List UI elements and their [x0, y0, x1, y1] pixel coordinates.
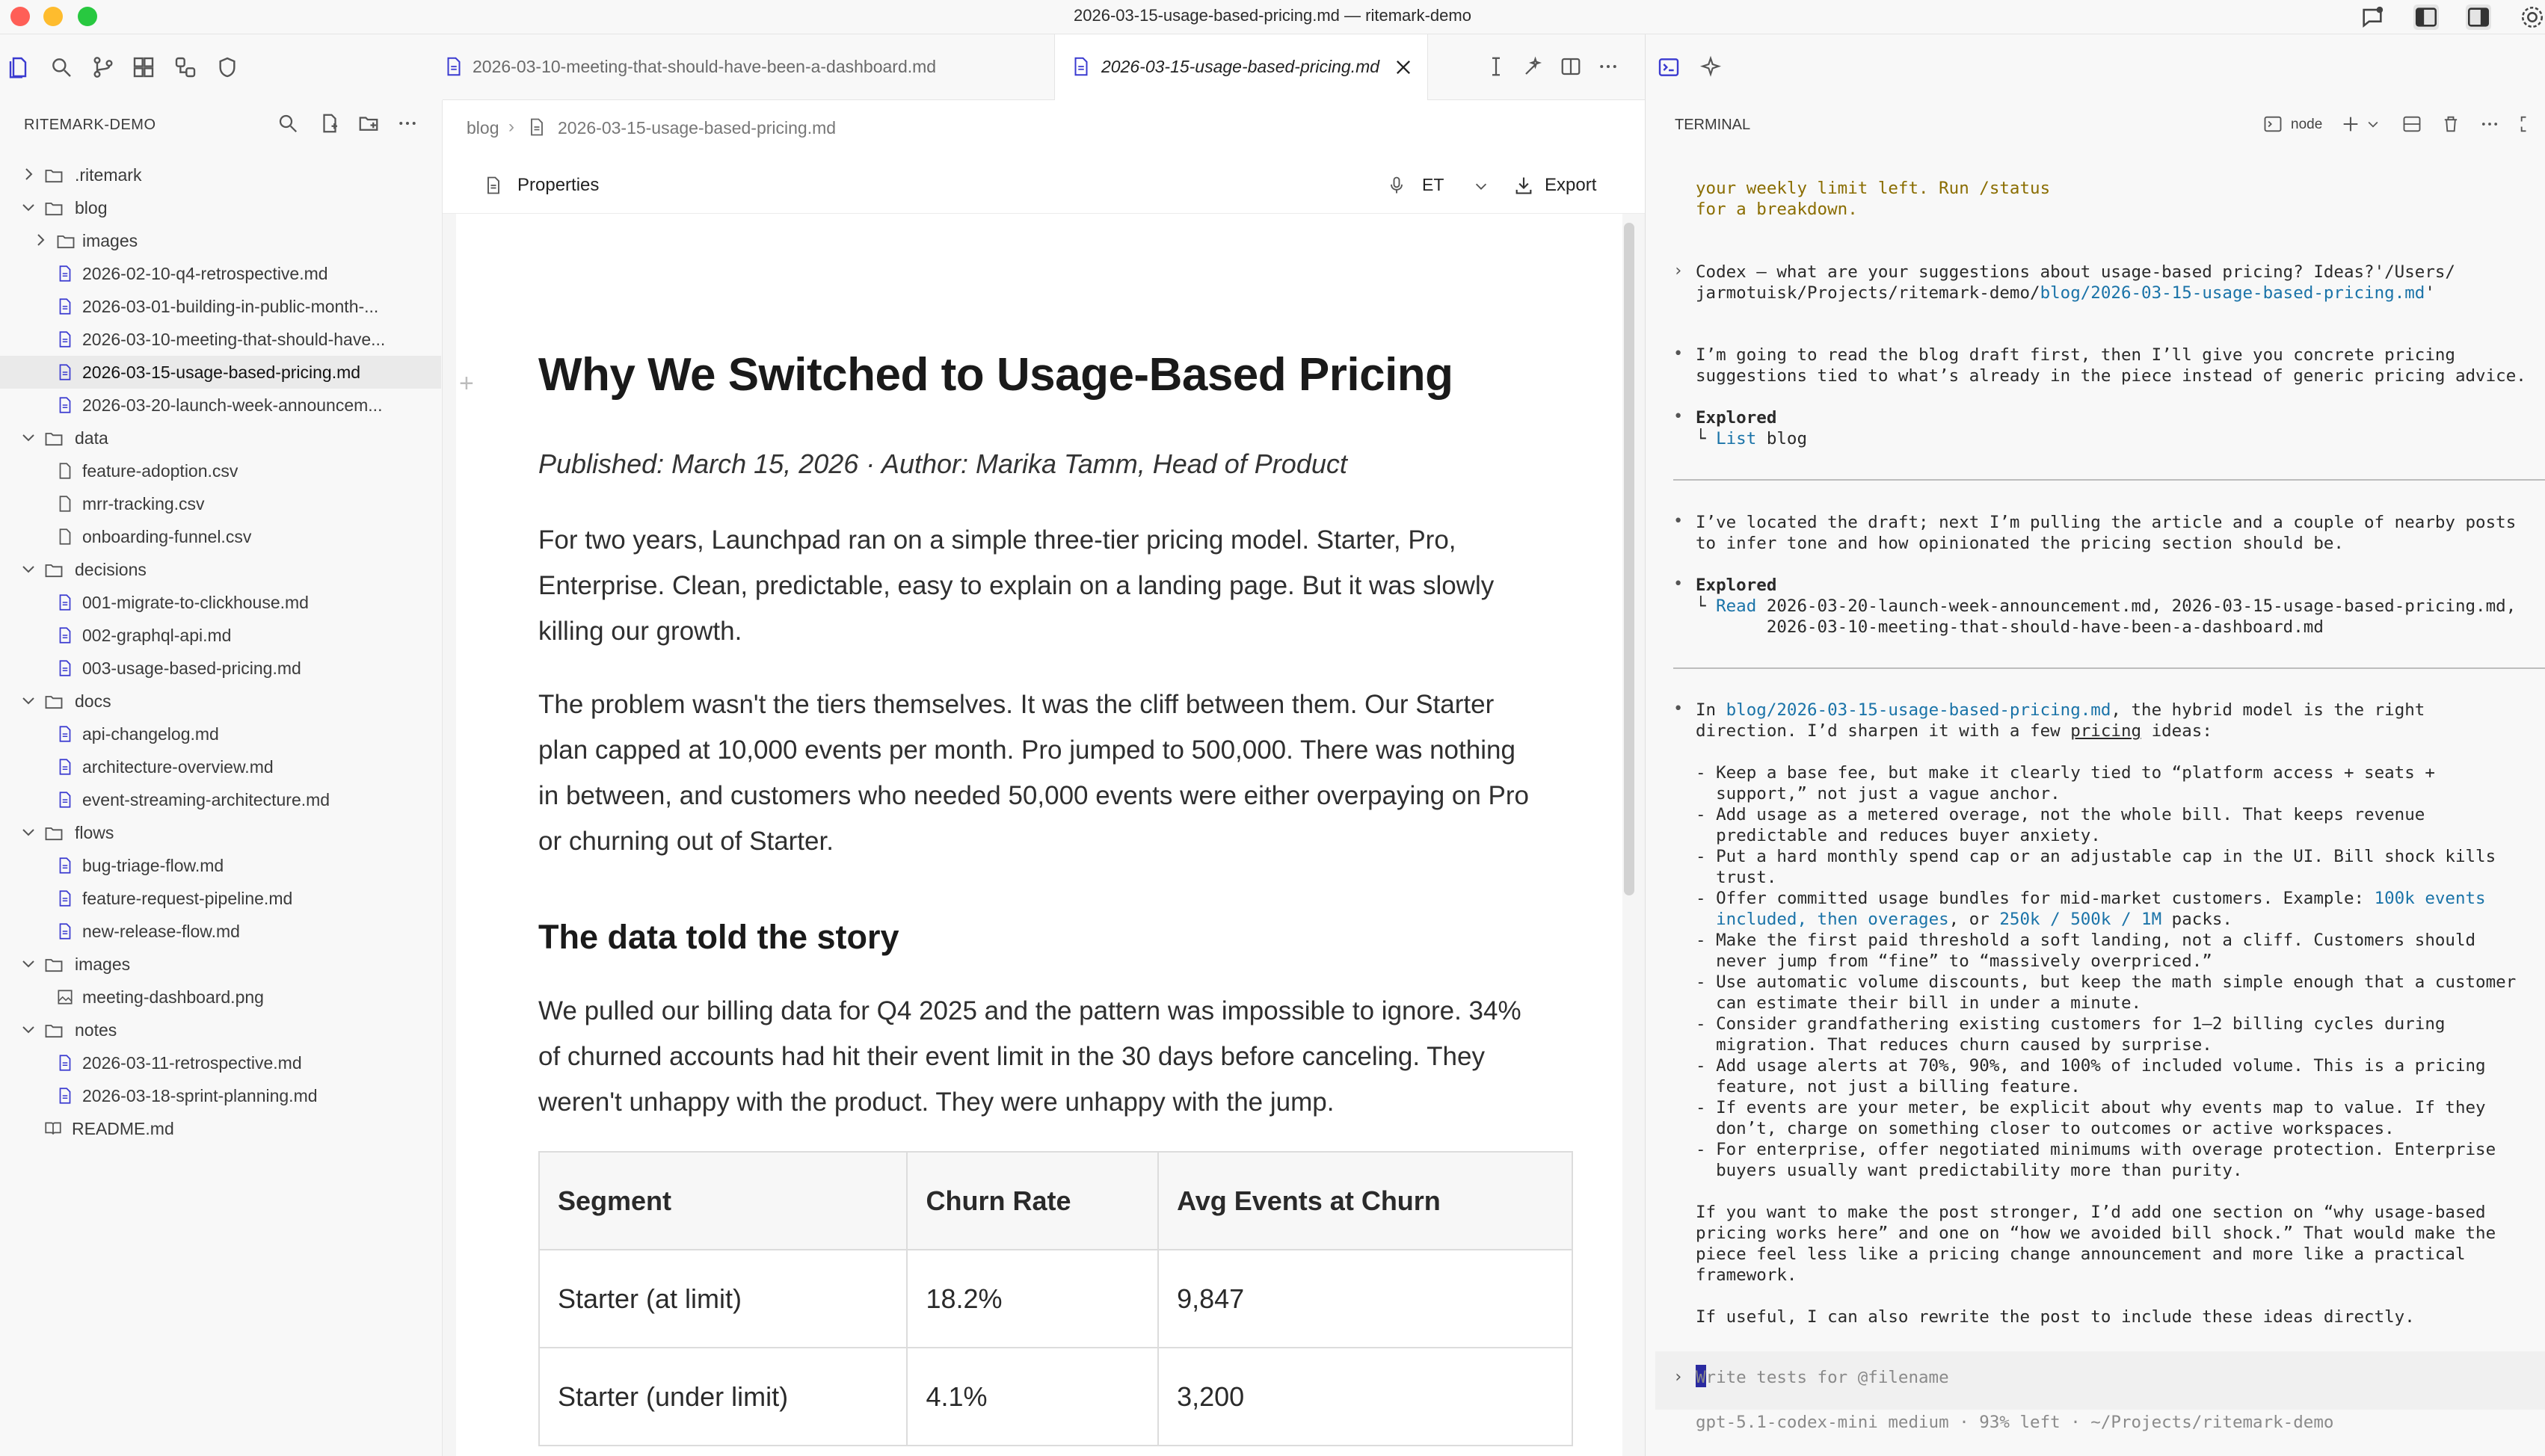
tree-item-label: decisions [75, 560, 147, 579]
paragraph-2[interactable]: The problem wasn't the tiers themselves. It was the cliff between them. Our Starter plan capped at 10,000 events per month. Pro jumped to 500,000. There was nothing in between, and customers who needed 50,000 events were either overpaying on Pro or churning out of Starter. [538, 690, 1530, 856]
tree-file[interactable] [0, 586, 441, 619]
terminal-line: - Make the first paid threshold a soft landing, not a cliff. Customers should [1696, 931, 2476, 950]
markdown-file-icon [55, 626, 75, 645]
chevron-down-icon[interactable] [19, 1020, 37, 1038]
search-icon[interactable] [49, 55, 73, 79]
markdown-file-icon [55, 297, 75, 316]
markdown-file-icon [55, 330, 75, 349]
settings-gear-icon[interactable] [2520, 4, 2545, 30]
tree-file[interactable] [0, 718, 441, 750]
terminal-line: included, then overages, or 250k / 500k / 1M packs. [1716, 910, 2232, 929]
prompt-marker: › [1673, 1368, 1684, 1386]
more-actions-icon[interactable] [396, 112, 419, 135]
markdown-file-icon [55, 1086, 75, 1105]
breadcrumb-file[interactable]: 2026-03-15-usage-based-pricing.md [558, 118, 837, 138]
terminal-line: Explored [1696, 576, 1777, 595]
terminal-line: piece feel less like a pricing change announcement and more like a practical [1696, 1244, 2466, 1264]
terminal-line: buyers usually want predictability more than purity. [1696, 1161, 2243, 1180]
paragraph-1[interactable]: For two years, Launchpad ran on a simple three-tier pricing model. Starter, Pro, Enterprise. Clean, predictable, easy to explain on a landing page. But it was slowly killing our growth. [538, 525, 1495, 646]
tree-file[interactable] [0, 520, 441, 553]
table-cell[interactable]: 3,200 [1158, 1348, 1572, 1446]
terminal-icon[interactable] [1657, 55, 1681, 79]
tree-item-label: 2026-02-10-q4-retrospective.md [82, 264, 328, 283]
export-icon[interactable] [1513, 175, 1534, 196]
sidebar-search-icon[interactable] [277, 112, 299, 135]
document-meta[interactable]: Published: March 15, 2026 · Author: Marika Tamm, Head of Product [538, 448, 1347, 479]
tree-item-label: notes [75, 1020, 117, 1040]
tree-item-label: mrr-tracking.csv [82, 494, 205, 513]
chevron-down-icon[interactable] [19, 823, 37, 841]
table-header[interactable]: Avg Events at Churn [1158, 1152, 1572, 1250]
folder-icon [43, 1020, 64, 1041]
tree-item-label: meeting-dashboard.png [82, 987, 264, 1007]
terminal-line: - Offer committed usage bundles for mid-market customers. Example: 100k events [1696, 889, 2486, 908]
chevron-down-icon[interactable] [19, 198, 37, 216]
terminal-line: - Add usage as a metered overage, not the whole bill. That keeps revenue [1696, 805, 2425, 824]
extensions-icon[interactable] [132, 55, 156, 79]
terminal-line: can estimate their bill in under a minute. [1696, 993, 2142, 1013]
new-terminal-icon[interactable] [2340, 114, 2361, 135]
trash-icon[interactable] [2440, 114, 2461, 135]
tree-file[interactable] [0, 257, 441, 290]
breadcrumb-folder[interactable]: blog [467, 118, 499, 138]
tree-item-label: event-streaming-architecture.md [82, 790, 330, 809]
terminal-line: └ Read 2026-03-20-launch-week-announcement.md, 2026-03-15-usage-based-pricing.md, [1696, 596, 2517, 616]
sidebar-title: RITEMARK-DEMO [24, 117, 156, 133]
terminal-more-icon[interactable] [2479, 114, 2500, 135]
tree-file[interactable] [0, 619, 441, 652]
folder-icon [55, 231, 76, 252]
table-row [539, 1250, 1572, 1348]
document-title[interactable]: Why We Switched to Usage-Based Pricing [538, 349, 1453, 401]
tree-item-label: bug-triage-flow.md [82, 856, 224, 875]
terminal-line: I’m going to read the blog draft first, then I’ll give you concrete pricing [1696, 345, 2455, 365]
markdown-file-icon [55, 889, 75, 908]
terminal-line: If you want to make the post stronger, I’d add one section on “why usage-based [1696, 1203, 2486, 1222]
tree-item-label: .ritemark [75, 165, 142, 185]
maximize-panel-icon[interactable] [2518, 114, 2539, 135]
toggle-panel-icon[interactable] [2466, 4, 2491, 30]
divider [1673, 667, 2545, 669]
tree-item-label: 2026-03-15-usage-based-pricing.md [82, 363, 361, 382]
markdown-file-icon [55, 395, 75, 415]
file-icon [55, 494, 75, 513]
table-row [539, 1348, 1572, 1446]
tree-file[interactable] [0, 356, 441, 389]
tree-file[interactable] [0, 981, 441, 1014]
tree-item-label: 2026-03-10-meeting-that-should-have... [82, 330, 386, 349]
tab-meeting-dashboard[interactable] [443, 34, 1054, 100]
terminal-status: gpt-5.1-codex-mini medium · 93% left · ~/Projects/ritemark-demo [1696, 1413, 2334, 1432]
title-bar [0, 0, 2545, 34]
split-terminal-icon[interactable] [2401, 114, 2422, 135]
source-control-icon[interactable] [91, 55, 115, 79]
chat-icon[interactable] [2360, 4, 2385, 30]
tree-folder[interactable] [0, 553, 441, 586]
tree-item-label: new-release-flow.md [82, 922, 240, 941]
terminal-line: support,” not just a vague anchor. [1696, 784, 2061, 803]
folder-icon [43, 954, 64, 975]
close-tab-icon[interactable] [1393, 57, 1414, 78]
terminal-line: Explored [1696, 408, 1777, 428]
terminal-line: never jump from “fine” to “massively overpriced.” [1696, 951, 2212, 971]
terminal-line: suggestions tied to what’s already in the piece instead of generic pricing advice. [1696, 366, 2526, 386]
image-file-icon [55, 987, 75, 1007]
folder-icon [43, 198, 64, 219]
tree-file[interactable] [0, 389, 441, 422]
editor-more-icon[interactable] [1597, 55, 1619, 78]
shell-name[interactable]: node [2291, 117, 2323, 132]
terminal-line: for a breakdown. [1696, 200, 1858, 219]
terminal-line: - Keep a base fee, but make it clearly tied to “platform access + seats + [1696, 763, 2435, 783]
editor-tab-bar [443, 34, 1645, 100]
tree-item-label: 001-migrate-to-clickhouse.md [82, 593, 309, 612]
terminal-line: predictable and reduces buyer anxiety. [1696, 826, 2101, 845]
sparkle-icon[interactable] [1699, 55, 1723, 79]
terminal-line: If useful, I can also rewrite the post to include these ideas directly. [1696, 1307, 2415, 1327]
terminal-line: to infer tone and how opinionated the pricing section should be. [1696, 534, 2344, 553]
tree-file[interactable] [0, 915, 441, 948]
tree-item-label: 2026-03-20-launch-week-announcem... [82, 395, 383, 415]
toggle-sidebar-icon[interactable] [2413, 4, 2439, 30]
bullet: • [1673, 407, 1684, 426]
table-cell[interactable]: Starter (at limit) [539, 1250, 907, 1348]
markdown-file-icon [55, 264, 75, 283]
tree-item-label: architecture-overview.md [82, 757, 274, 777]
text-cursor-icon[interactable] [1485, 55, 1507, 78]
terminal-line: - If events are your meter, be explicit about why events map to value. If they [1696, 1098, 2486, 1117]
tree-file[interactable] [0, 1079, 441, 1112]
tree-item-label: 2026-03-11-retrospective.md [82, 1053, 302, 1073]
microphone-icon[interactable] [1386, 175, 1407, 196]
properties-icon[interactable] [483, 175, 504, 196]
table-cell[interactable]: Starter (under limit) [539, 1348, 907, 1446]
tree-file[interactable] [0, 882, 441, 915]
tree-folder[interactable] [0, 158, 441, 191]
tree-item-label: 2026-03-18-sprint-planning.md [82, 1086, 318, 1105]
terminal-line: I’ve located the draft; next I’m pulling the article and a couple of nearby posts [1696, 513, 2517, 532]
markdown-file-icon [55, 922, 75, 941]
chevron-right-icon[interactable] [31, 231, 49, 249]
markdown-file-icon [55, 593, 75, 612]
folder-icon [43, 428, 64, 449]
section-heading[interactable]: The data told the story [538, 918, 899, 956]
breadcrumb-file-icon [526, 117, 547, 138]
tree-item-label: blog [75, 198, 108, 218]
terminal-line: don’t, charge on something closer to outcomes or active workspaces. [1696, 1119, 2395, 1138]
tree-item-label: 003-usage-based-pricing.md [82, 658, 301, 678]
terminal-line: direction. I’d sharpen it with a few pricing ideas: [1696, 721, 2212, 741]
shield-icon[interactable] [215, 55, 239, 79]
terminal-line: Codex — what are your suggestions about usage-based pricing? Ideas?'/Users/ [1696, 262, 2455, 282]
terminal-line: - Use automatic volume discounts, but keep the math simple enough that a customer [1696, 972, 2517, 992]
terminal-line: pricing works here” and one on “how we avoided bill shock.” That would make the [1696, 1224, 2496, 1243]
bullet: • [1673, 345, 1684, 363]
explorer-icon[interactable] [7, 55, 31, 79]
bullet: • [1673, 700, 1684, 718]
tree-item-label: docs [75, 691, 111, 711]
terminal-line: trust. [1696, 868, 1777, 887]
chevron-right-icon[interactable] [19, 165, 37, 183]
breadcrumb [443, 100, 1645, 157]
tree-folder[interactable] [0, 191, 441, 224]
folder-icon [43, 560, 64, 581]
editor-scrollbar[interactable] [1624, 223, 1634, 895]
markdown-file-icon [55, 757, 75, 777]
paragraph-3[interactable]: We pulled our billing data for Q4 2025 and the pattern was impossible to ignore. 34% of churned accounts had hit their event limit in the 30 days before canceling. They weren't unhappy with the product. They were unhappy with the jump. [538, 996, 1521, 1117]
table-header-row [539, 1152, 1572, 1250]
tree-file[interactable] [0, 849, 441, 882]
chevron-down-icon[interactable] [19, 954, 37, 972]
language-select[interactable]: ET [1422, 175, 1444, 194]
tree-file[interactable] [0, 290, 441, 323]
tree-item-label: data [75, 428, 108, 448]
folder-icon [43, 165, 64, 186]
tree-folder[interactable] [0, 422, 441, 454]
divider [1673, 479, 2545, 481]
editor-toolbar [443, 157, 1645, 214]
folder-icon [43, 691, 64, 712]
terminal-line: - Add usage alerts at 70%, 90%, and 100% of included volume. This is a pricing [1696, 1056, 2486, 1076]
tree-item-label: feature-adoption.csv [82, 461, 239, 481]
table-header[interactable]: Segment [539, 1152, 907, 1250]
table-cell[interactable]: 4.1% [907, 1348, 1158, 1446]
tree-file[interactable] [0, 652, 441, 685]
tree-folder[interactable] [0, 816, 441, 849]
terminal-line: - Consider grandfathering existing customers for 1–2 billing cycles during [1696, 1014, 2446, 1034]
folder-icon [43, 823, 64, 844]
tree-file[interactable] [0, 323, 441, 356]
ai-assist-icon[interactable] [1522, 55, 1545, 78]
prompt-marker: › [1673, 262, 1684, 280]
tree-folder[interactable] [0, 685, 441, 718]
table-cell[interactable]: 18.2% [907, 1250, 1158, 1348]
tree-item-label: feature-request-pipeline.md [82, 889, 293, 908]
tree-file[interactable] [0, 454, 441, 487]
terminal-line: migration. That reduces churn caused by surprise. [1696, 1035, 2212, 1055]
chevron-down-icon[interactable] [19, 428, 37, 446]
tree-folder[interactable] [0, 948, 441, 981]
chevron-down-icon[interactable] [19, 691, 37, 709]
tree-item-label: onboarding-funnel.csv [82, 527, 252, 546]
file-icon [55, 527, 75, 546]
markdown-file-icon [55, 363, 75, 382]
chevron-down-icon[interactable] [1473, 178, 1489, 194]
terminal-line: In blog/2026-03-15-usage-based-pricing.md, the hybrid model is the right [1696, 700, 2425, 720]
chevron-down-icon[interactable] [19, 560, 37, 578]
tree-item-label: 2026-03-01-building-in-public-month-... [82, 297, 379, 316]
bullet: • [1673, 575, 1684, 593]
tree-file[interactable] [0, 750, 441, 783]
markdown-file-icon [55, 724, 75, 744]
file-icon [55, 461, 75, 481]
export-button[interactable]: Export [1545, 175, 1597, 195]
tree-file[interactable] [0, 487, 441, 520]
terminal-input[interactable] [1655, 1351, 2545, 1410]
markdown-file-icon [55, 790, 75, 809]
tree-folder[interactable] [0, 1014, 441, 1046]
chevron-down-icon[interactable] [2366, 117, 2381, 132]
markdown-file-icon [55, 1053, 75, 1073]
flows-icon[interactable] [173, 55, 197, 79]
tree-file[interactable] [0, 1112, 441, 1145]
tree-item-label: api-changelog.md [82, 724, 219, 744]
terminal-line: jarmotuisk/Projects/ritemark-demo/blog/2026-03-15-usage-based-pricing.md' [1696, 283, 2435, 303]
window-title: 2026-03-15-usage-based-pricing.md — ritemark-demo [1074, 6, 1471, 25]
terminal-line: - Put a hard monthly spend cap or an adjustable cap in the UI. Bill shock kills [1696, 847, 2496, 866]
properties-button[interactable]: Properties [517, 175, 600, 195]
new-folder-icon[interactable] [357, 112, 380, 135]
split-editor-icon[interactable] [1560, 55, 1582, 78]
terminal-line: feature, not just a billing feature. [1696, 1077, 2081, 1096]
data-table[interactable] [538, 1151, 1573, 1446]
terminal-line: 2026-03-10-meeting-that-should-have-been-a-dashboard.md [1696, 617, 2324, 637]
tree-file[interactable] [0, 783, 441, 816]
tree-file[interactable] [0, 1046, 441, 1079]
tree-folder[interactable] [0, 224, 441, 257]
new-file-icon[interactable] [318, 112, 341, 135]
terminal-title: TERMINAL [1675, 117, 1751, 133]
tab-label: 2026-03-15-usage-based-pricing.md [1101, 57, 1380, 76]
tab-usage-based-pricing[interactable] [1054, 34, 1428, 100]
terminal-line: framework. [1696, 1265, 1797, 1285]
activity-bar [0, 34, 443, 100]
tree-item-label: README.md [72, 1119, 174, 1138]
tab-label: 2026-03-10-meeting-that-should-have-been-a-dashboard.md [473, 57, 937, 76]
markdown-file-icon [55, 856, 75, 875]
book-icon [43, 1119, 63, 1138]
tree-item-label: flows [75, 823, 114, 842]
table-cell[interactable]: 9,847 [1158, 1250, 1572, 1348]
tree-item-label: images [82, 231, 138, 250]
terminal-line: - For enterprise, offer negotiated minimums with overage protection. Enterprise [1696, 1140, 2496, 1159]
terminal-line: your weekly limit left. Run /status [1696, 179, 2051, 198]
add-block-icon[interactable]: + [459, 369, 474, 398]
terminal-line: └ List blog [1696, 429, 1808, 448]
tree-item-label: 002-graphql-api.md [82, 626, 232, 645]
tree-item-label: images [75, 954, 131, 974]
shell-icon[interactable] [2262, 114, 2283, 135]
markdown-file-icon [55, 658, 75, 678]
breadcrumb-separator: › [508, 117, 514, 137]
input-placeholder: Write tests for @filename [1696, 1368, 1949, 1387]
table-header[interactable]: Churn Rate [907, 1152, 1158, 1250]
bullet: • [1673, 512, 1684, 531]
